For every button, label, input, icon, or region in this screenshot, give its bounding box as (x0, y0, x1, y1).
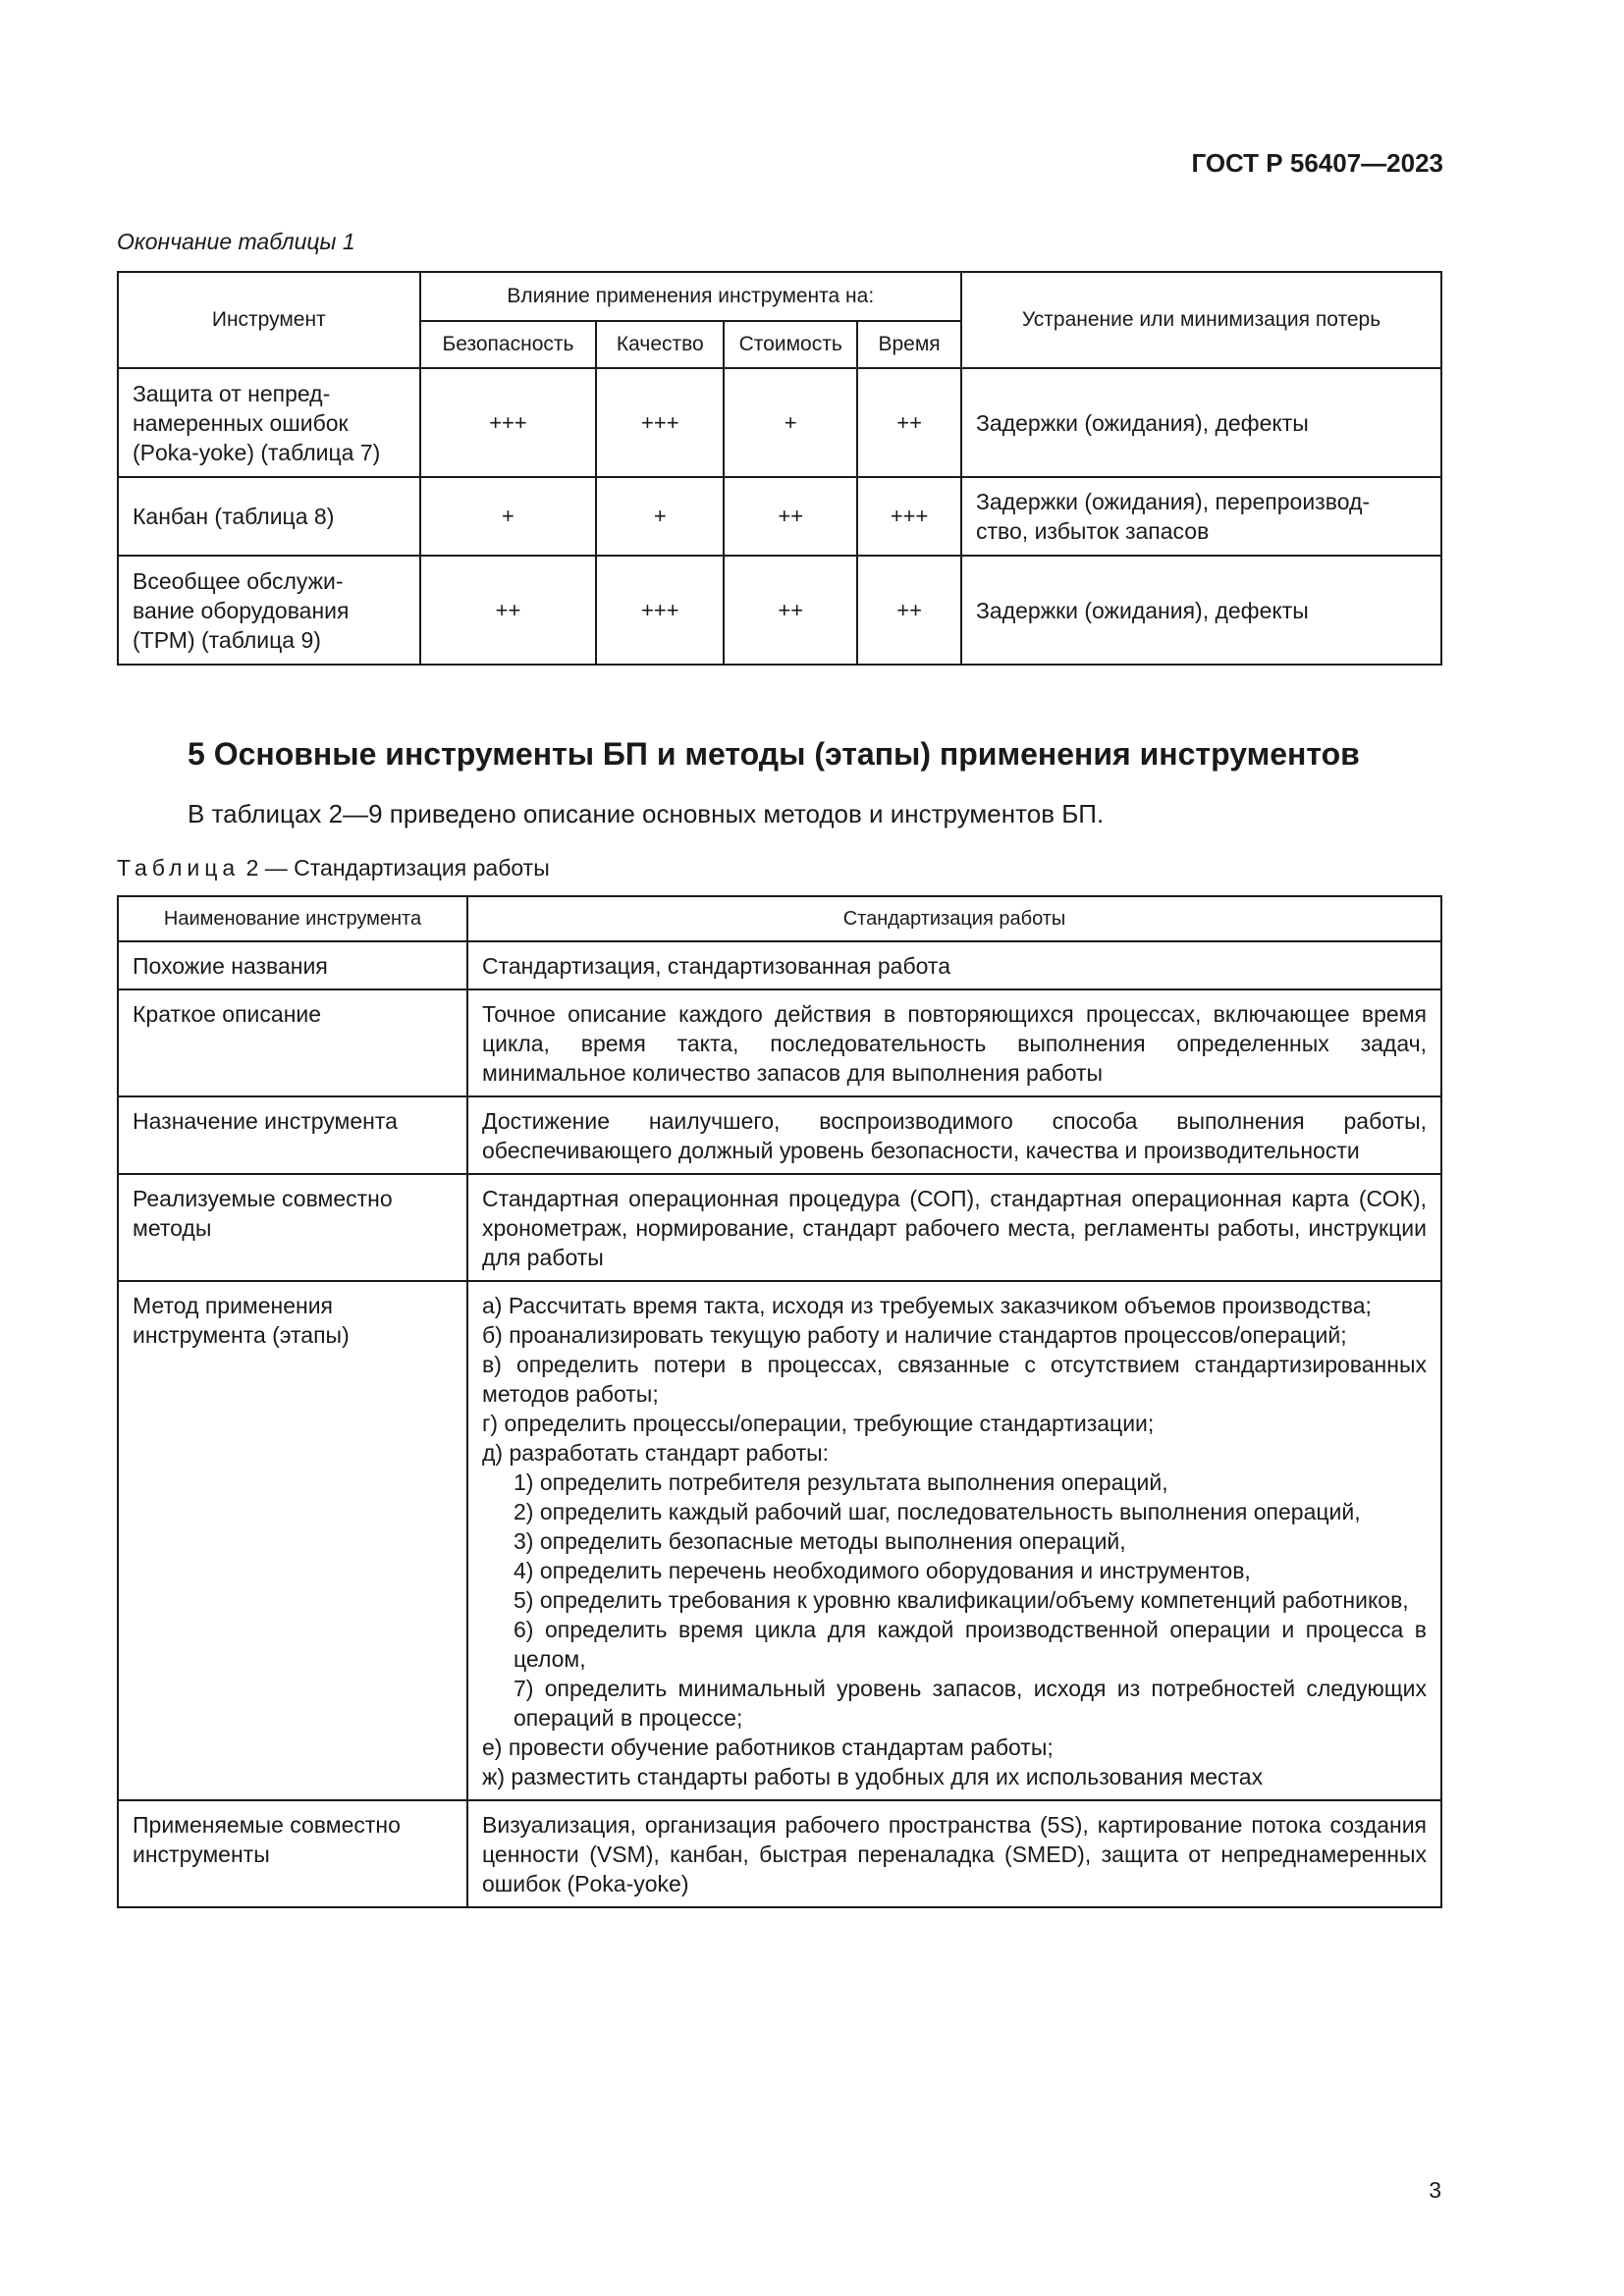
document-code: ГОСТ Р 56407—2023 (1191, 148, 1443, 178)
table2-caption-word: Таблица (117, 855, 241, 881)
table-row (118, 941, 1441, 989)
table1-head-quality: Качество (596, 321, 724, 368)
table-row (118, 1096, 1441, 1174)
safety-mark: ++ (420, 556, 597, 665)
table1-head-influence: Влияние применения инструмента на: (420, 272, 961, 321)
substep-2: 2) определить каждый рабочий шаг, последовательность выполнения операций, (514, 1499, 1361, 1524)
substep-6: 6) определить время цикла для каждой производственной операции и процесса в целом, (514, 1617, 1427, 1672)
tool-name: Всеобщее обслужи- вание оборудования (ТРМ) (таблица 9) (118, 556, 420, 665)
losses-text: Задержки (ожидания), дефекты (961, 556, 1441, 665)
row-value: Визуализация, организация рабочего пространства (5S), картирование потока создания ценности (VSM), канбан, быстрая переналадка (SMED), защита от непреднамеренных ошибок (Poka-yoke) (467, 1800, 1441, 1907)
substep-4: 4) определить перечень необходимого оборудования и инструментов, (514, 1558, 1251, 1583)
table1-head-time: Время (857, 321, 961, 368)
losses-text: Задержки (ожидания), перепроизвод- ство, избыток запасов (961, 477, 1441, 556)
time-mark: +++ (857, 477, 961, 556)
row-label: Назначение инструмента (118, 1096, 467, 1174)
substep-3: 3) определить безопасные методы выполнения операций, (514, 1528, 1126, 1554)
quality-mark: +++ (596, 368, 724, 477)
table-row (118, 477, 1441, 556)
safety-mark: +++ (420, 368, 597, 477)
row-label: Применяемые совместно инструменты (118, 1800, 467, 1907)
table2 (117, 895, 1442, 1908)
table-row (118, 1174, 1441, 1281)
table1 (117, 271, 1442, 666)
tool-name: Канбан (таблица 8) (118, 477, 420, 556)
row-value: Точное описание каждого действия в повторяющихся процессах, включающее время цикла, время такта, последовательность выполнения определенных задач, минимальное количество запасов для выполнения работы (467, 989, 1441, 1096)
substep-1: 1) определить потребителя результата выполнения операций, (514, 1469, 1168, 1495)
table2-caption (117, 855, 550, 881)
row-label: Похожие названия (118, 941, 467, 989)
step-d: д) разработать стандарт работы: (482, 1440, 830, 1466)
time-mark: ++ (857, 368, 961, 477)
cost-mark: ++ (724, 556, 857, 665)
table1-caption: Окончание таблицы 1 (117, 229, 355, 254)
table1-head-safety: Безопасность (420, 321, 597, 368)
step-b: б) проанализировать текущую работу и наличие стандартов процессов/операций; (482, 1322, 1347, 1348)
table-row (118, 556, 1441, 665)
row-label: Метод применения инструмента (этапы) (118, 1281, 467, 1800)
table-row (118, 1281, 1441, 1800)
table1-head-tool: Инструмент (118, 272, 420, 368)
row-value: Стандартная операционная процедура (СОП), стандартная операционная карта (СОК), хронометраж, нормирование, стандарт рабочего места, регламенты работы, инструкции для работы (467, 1174, 1441, 1281)
substep-5: 5) определить требования к уровню квалификации/объему компетенций работников, (514, 1587, 1409, 1613)
step-g: г) определить процессы/операции, требующие стандартизации; (482, 1411, 1155, 1436)
row-label: Краткое описание (118, 989, 467, 1096)
step-zh: ж) разместить стандарты работы в удобных для их использования местах (482, 1764, 1264, 1789)
section-intro: В таблицах 2—9 приведено описание основных методов и инструментов БП. (188, 799, 1105, 828)
row-value (467, 1281, 1441, 1800)
section-title: 5 Основные инструменты БП и методы (этапы) применения инструментов (188, 736, 1360, 772)
table-row (118, 1800, 1441, 1907)
losses-text: Задержки (ожидания), дефекты (961, 368, 1441, 477)
table2-caption-rest: 2 — Стандартизация работы (240, 855, 550, 881)
time-mark: ++ (857, 556, 961, 665)
row-label: Реализуемые совместно методы (118, 1174, 467, 1281)
cost-mark: + (724, 368, 857, 477)
row-value: Достижение наилучшего, воспроизводимого способа выполнения работы, обеспечивающего должный уровень безопасности, качества и производительности (467, 1096, 1441, 1174)
safety-mark: + (420, 477, 597, 556)
cost-mark: ++ (724, 477, 857, 556)
step-a: а) Рассчитать время такта, исходя из требуемых заказчиком объемов производства; (482, 1293, 1372, 1318)
table1-head-cost: Стоимость (724, 321, 857, 368)
tool-name: Защита от непред- намеренных ошибок (Poka-yoke) (таблица 7) (118, 368, 420, 477)
table-row (118, 989, 1441, 1096)
table2-head-right: Стандартизация работы (467, 896, 1441, 941)
step-e: е) провести обучение работников стандартам работы; (482, 1735, 1054, 1760)
row-value: Стандартизация, стандартизованная работа (467, 941, 1441, 989)
quality-mark: +++ (596, 556, 724, 665)
table1-head-losses: Устранение или минимизация потерь (961, 272, 1441, 368)
table2-head-left: Наименование инструмента (118, 896, 467, 941)
quality-mark: + (596, 477, 724, 556)
page-number: 3 (1429, 2177, 1441, 2203)
step-v: в) определить потери в процессах, связанные с отсутствием стандартизированных методов работы; (482, 1352, 1427, 1407)
table-row (118, 368, 1441, 477)
substep-7: 7) определить минимальный уровень запасов, исходя из потребностей следующих операций в процессе; (514, 1676, 1427, 1731)
